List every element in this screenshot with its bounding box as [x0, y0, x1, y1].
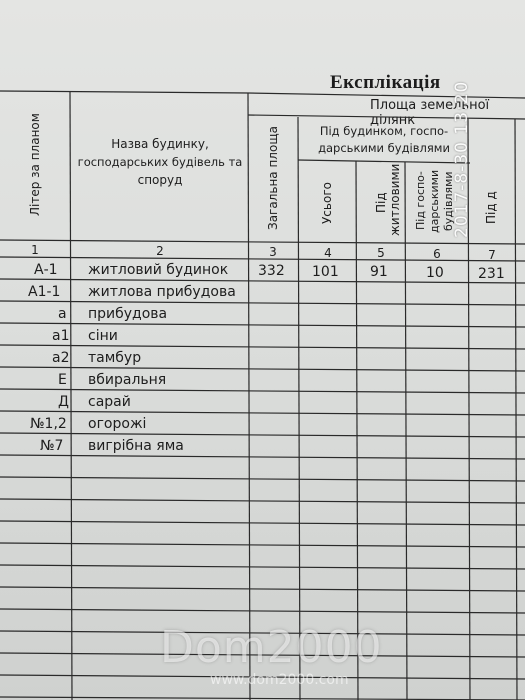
column-number-3: 3	[269, 245, 277, 259]
row-3-liter: а	[58, 306, 67, 322]
header-liter: Літер за планом	[28, 113, 42, 217]
column-number-1: 1	[31, 243, 39, 257]
row-6-name: вбиральня	[88, 372, 167, 388]
row-3-name: прибудова	[88, 306, 168, 322]
row-9-name: вигрібна яма	[88, 438, 184, 454]
header-name-line3: споруд	[137, 173, 183, 187]
header-residential: Під житловими	[374, 163, 402, 236]
row-7-name: сарай	[88, 394, 131, 410]
photo-timestamp: 2017-8-30 13:20	[452, 80, 472, 238]
header-total: Усього	[320, 182, 334, 224]
header-name-line1: Назва будинку,	[111, 137, 209, 151]
header-name-line2: господарських будівель та	[77, 155, 243, 169]
header-outbuildings: Під госпо-дарськими будівлями	[414, 169, 455, 233]
header-under-buildings-line1: Під будинком, госпо-	[319, 124, 449, 138]
row-4-liter: а1	[52, 328, 70, 344]
document-subtitle: Площа земельної ділянк	[370, 98, 490, 128]
row-1-liter: А-1	[34, 262, 58, 278]
row-6-liter: Е	[58, 372, 67, 388]
header-total-area: Загальна площа	[266, 126, 280, 230]
row-7-liter: Д	[58, 394, 69, 410]
document-title: Експлікація	[330, 72, 441, 93]
watermark-url: www.dom2000.com	[210, 672, 349, 688]
header-under-buildings-line2: дарськими будівлями	[318, 141, 450, 155]
row-2-name: житлова прибудова	[88, 284, 236, 300]
row-1-col7: 231	[478, 266, 505, 282]
row-1-residential: 91	[370, 264, 388, 280]
column-number-5: 5	[377, 246, 385, 260]
row-8-name: огорожі	[88, 416, 147, 432]
row-4-name: сіни	[88, 328, 118, 344]
column-number-6: 6	[433, 247, 441, 261]
row-1-outbuildings: 10	[426, 265, 444, 281]
column-number-4: 4	[324, 246, 332, 260]
row-5-liter: а2	[52, 350, 70, 366]
column-number-7: 7	[488, 248, 496, 262]
row-1-name: житловий будинок	[88, 262, 229, 278]
column-number-2: 2	[156, 244, 164, 258]
row-8-liter: №1,2	[30, 416, 67, 432]
row-2-liter: А1-1	[28, 284, 61, 300]
row-5-name: тамбур	[88, 350, 142, 366]
row-1-total-area: 332	[258, 263, 285, 279]
row-1-total: 101	[312, 264, 339, 280]
header-col7: Під д	[484, 191, 498, 225]
watermark-logo: Dom2000	[160, 622, 383, 673]
row-9-liter: №7	[40, 438, 64, 454]
